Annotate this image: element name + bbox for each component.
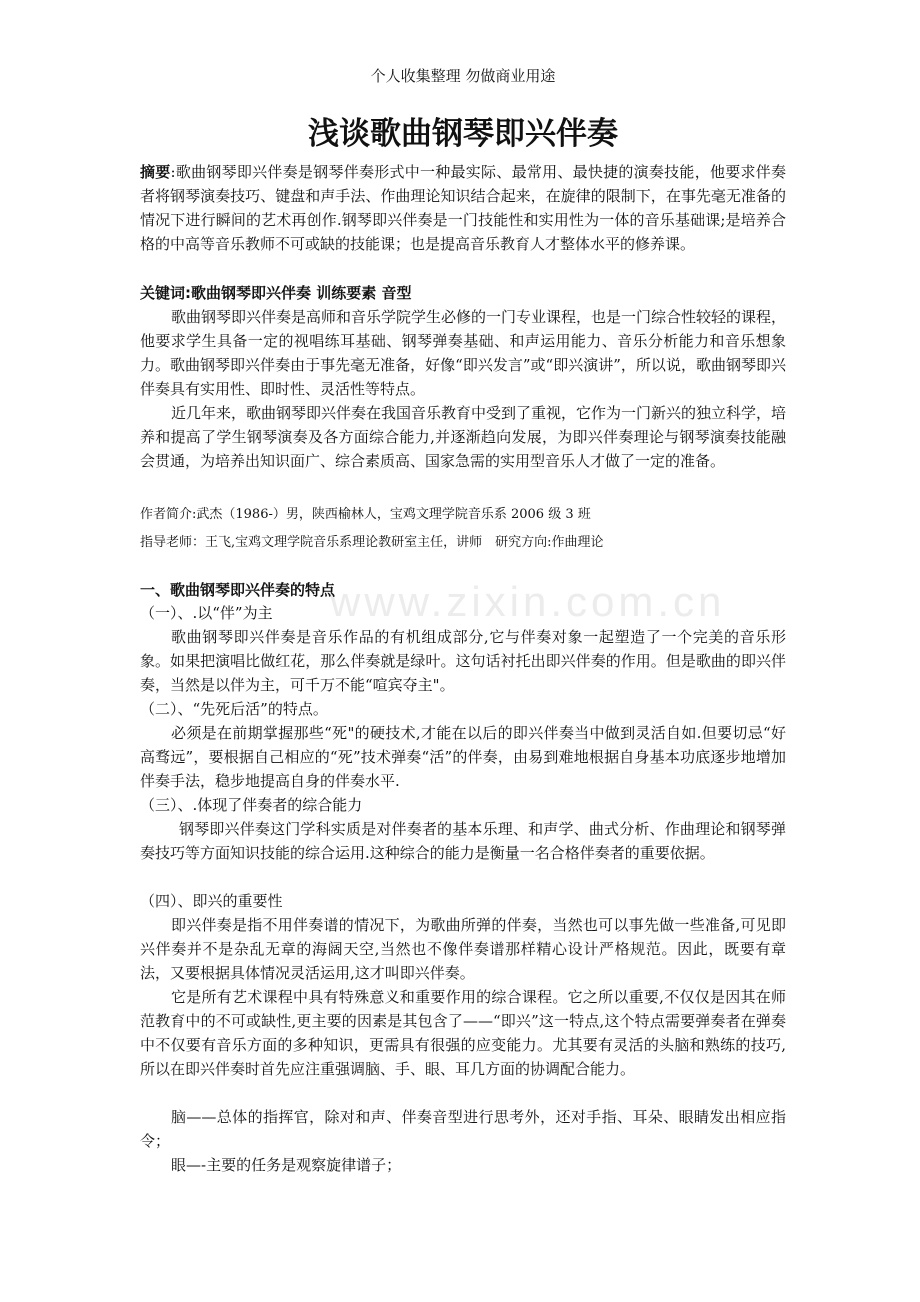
- brain-paragraph: 脑——总体的指挥官，除对和声、伴奏音型进行思考外，还对手指、耳朵、眼睛发出相应指令；: [140, 1108, 786, 1150]
- header-note: 个人收集整理 勿做商业用途: [370, 67, 556, 85]
- watermark: www.zixin.com.cn: [330, 578, 726, 625]
- author-bio: 作者简介:武杰（1986-）男，陕西榆林人，宝鸡文理学院音乐系 2006 级 3 班: [140, 507, 591, 522]
- keywords: 关键词:歌曲钢琴即兴伴奏 训练要素 音型: [140, 284, 412, 302]
- intro-paragraph-1: 歌曲钢琴即兴伴奏是高师和音乐学院学生必修的一门专业课程，也是一门综合性较轻的课程，他要求学生具备一定的视唱练耳基础、钢琴弹奏基础、和声运用能力、音乐分析能力和音乐想象力。歌曲钢琴即兴伴奏由于事先毫无准备，好像“即兴发言”或“即兴演讲”，所以说，歌曲钢琴即兴伴奏具有实用性、即时性、灵活性等特点。: [140, 308, 787, 398]
- subsection-text-4b: 它是所有艺术课程中具有特殊意义和重要作用的综合课程。它之所以重要,不仅仅是因其在师范教育中的不可或缺性,更主要的因素是其包含了——“即兴”这一特点,这个特点需要弹奏者在弹奏中不仅要有音乐方面的多种知识，更需具有很强的应变能力。尤其要有灵活的头脑和熟练的技巧, 所以在即兴伴奏时首先应注重强调脑、手、眼、耳几方面的协调配合能力。: [140, 988, 786, 1078]
- subsection-heading-3: （三）、.体现了伴奏者的综合能力: [140, 796, 363, 814]
- abstract-paragraph: [140, 160, 786, 256]
- subsection-text-3: 钢琴即兴伴奏这门学科实质是对伴奏者的基本乐理、和声学、曲式分析、作曲理论和钢琴弹奏技巧等方面知识技能的综合运用.这种综合的能力是衡量一名合格伴奏者的重要依据。: [140, 820, 786, 862]
- advisor-info: 指导老师：王飞,宝鸡文理学院音乐系理论教研室主任，讲师 研究方向:作曲理论: [140, 535, 604, 550]
- abstract-text: :歌曲钢琴即兴伴奏是钢琴伴奏形式中一种最实际、最常用、最快捷的演奏技能，他要求伴奏者将钢琴演奏技巧、键盘和声手法、作曲理论知识结合起来，在旋律的限制下，在事先毫无准备的情况下进行瞬间的艺术再创作.钢琴即兴伴奏是一门技能性和实用性为一体的音乐基础课;是培养合格的中高等音乐教师不可或缺的技能课；也是提高音乐教育人才整体水平的修养课。: [140, 163, 786, 253]
- subsection-text-4a: 即兴伴奏是指不用伴奏谱的情况下，为歌曲所弹的伴奏，当然也可以事先做一些准备,可见即兴伴奏并不是杂乱无章的海阔天空,当然也不像伴奏谱那样精心设计严格规范。因此，既要有章法，又要根据具体情况灵活运用,这才叫即兴伴奏。: [140, 916, 786, 982]
- subsection-heading-4: （四）、即兴的重要性: [140, 892, 283, 910]
- intro-paragraph-2: 近几年来，歌曲钢琴即兴伴奏在我国音乐教育中受到了重视，它作为一门新兴的独立科学，培养和提高了学生钢琴演奏及各方面综合能力,并逐渐趋向发展，为即兴伴奏理论与钢琴演奏技能融会贯通，为培养出知识面广、综合素质高、国家急需的实用型音乐人才做了一定的准备。: [140, 404, 787, 470]
- subsection-heading-2: （二）、“先死后活”的特点。: [140, 700, 328, 718]
- abstract-label: 摘要: [140, 163, 171, 181]
- eye-paragraph: 眼—-主要的任务是观察旋律谱子；: [171, 1156, 402, 1174]
- page-title: 浅谈歌曲钢琴即兴伴奏: [308, 116, 618, 152]
- subsection-text-1: 歌曲钢琴即兴伴奏是音乐作品的有机组成部分,它与伴奏对象一起塑造了一个完美的音乐形象。如果把演唱比做红花，那么伴奏就是绿叶。这句话衬托出即兴伴奏的作用。但是歌曲的即兴伴奏，当然是以伴为主，可千万不能“喧宾夺主"。: [140, 628, 786, 694]
- subsection-heading-1: （一）、.以“伴”为主: [140, 604, 273, 622]
- section-heading: 一、歌曲钢琴即兴伴奏的特点: [140, 581, 336, 599]
- subsection-text-2: 必须是在前期掌握那些“死"的硬技术,才能在以后的即兴伴奏当中做到灵活自如.但要切忌“好高骛远”，要根据自己相应的“死”技术弹奏“活”的伴奏，由易到难地根据自身基本功底逐步地增加伴奏手法，稳步地提高自身的伴奏水平.: [140, 724, 786, 790]
